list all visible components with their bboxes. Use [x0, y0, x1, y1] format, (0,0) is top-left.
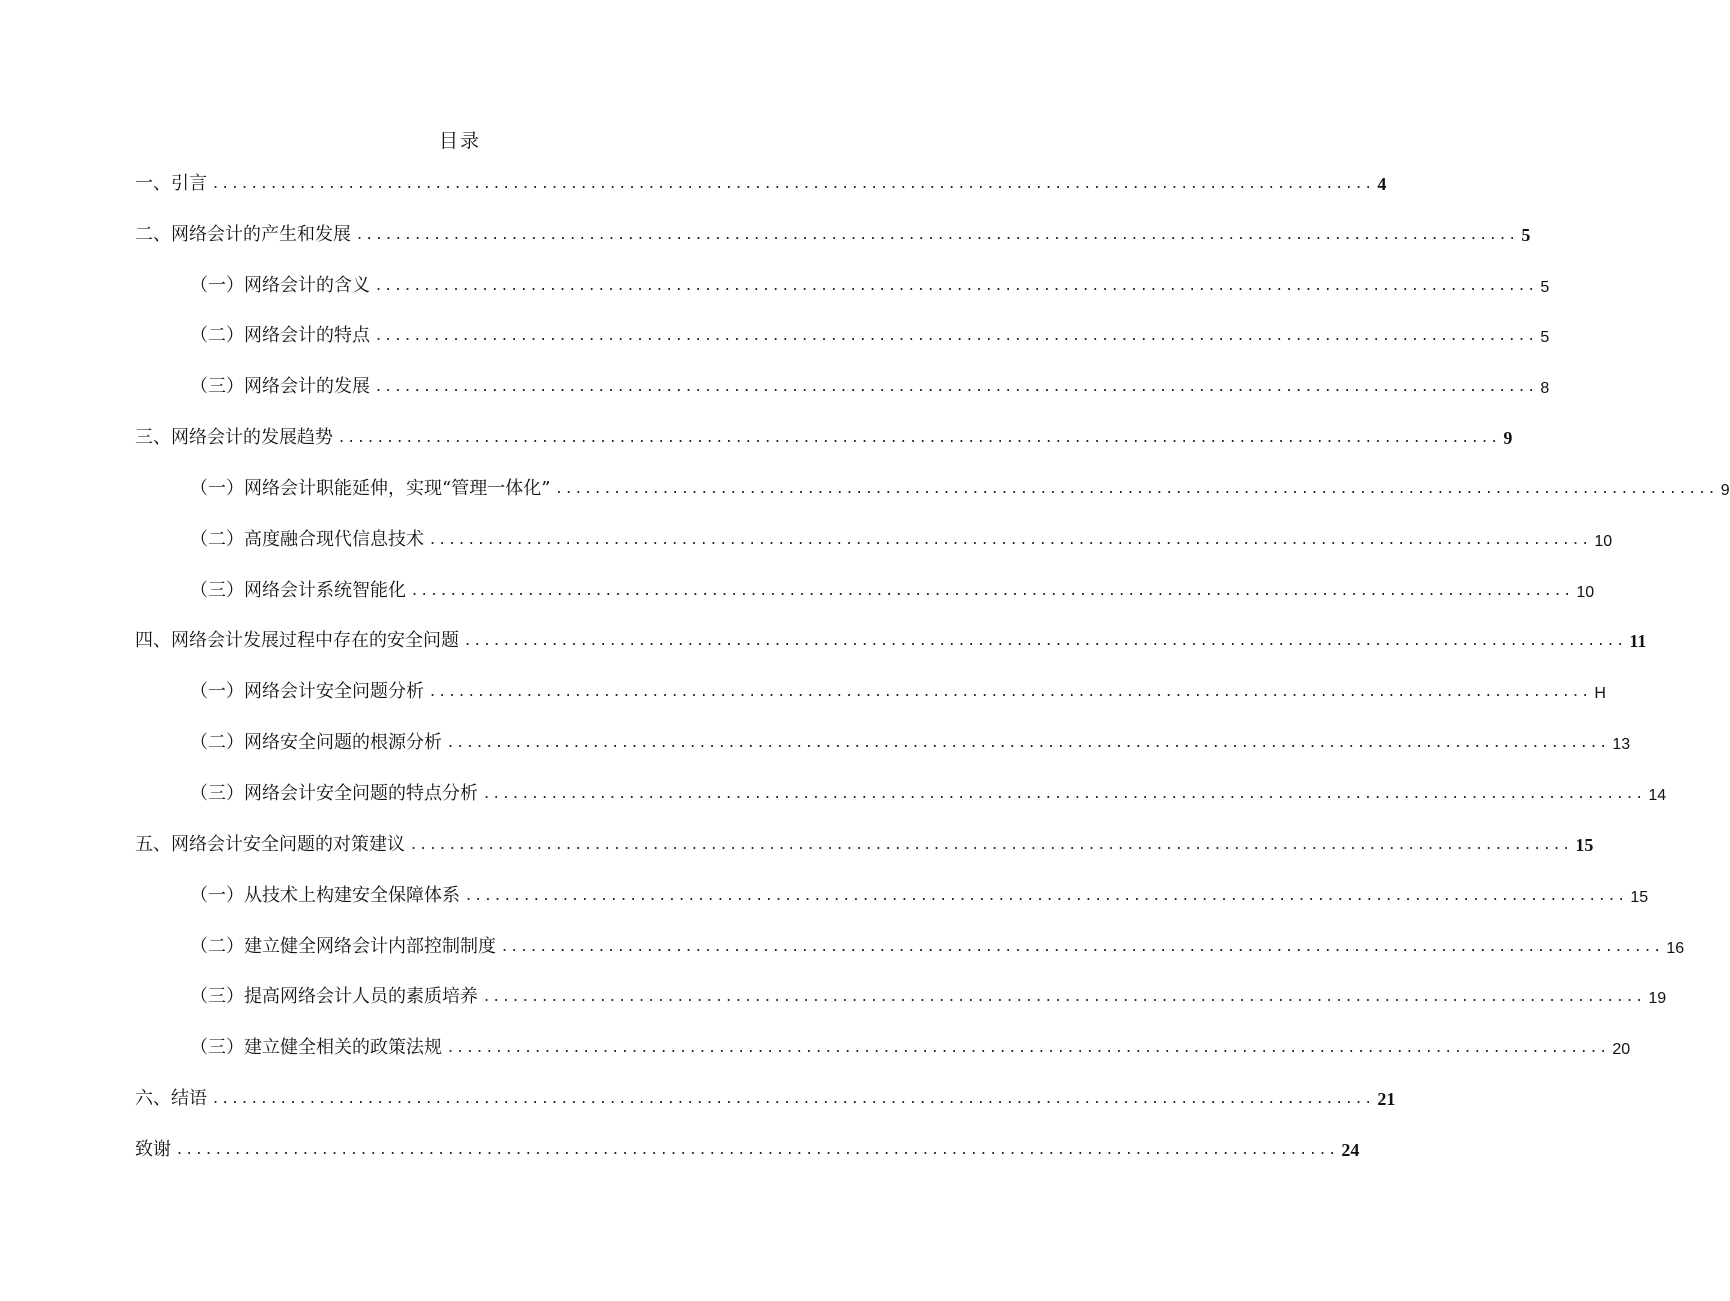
- toc-entry-page: 15: [1630, 889, 1649, 906]
- dot-leader: ........................................................................................................................: [430, 529, 1593, 548]
- toc-entry-page: 5: [1540, 329, 1550, 346]
- toc-entry-section-3-3[interactable]: [190, 576, 1595, 602]
- toc-entry-label: （三）建立健全相关的政策法规: [190, 1037, 442, 1058]
- toc-entry-section-2-3[interactable]: [190, 372, 1550, 398]
- toc-entry-section-5-2[interactable]: [190, 932, 1685, 958]
- dot-leader: ........................................................................................................................: [177, 1139, 1340, 1158]
- toc-entry-page: 20: [1612, 1041, 1631, 1058]
- toc-entry-section-2-2[interactable]: [190, 321, 1550, 347]
- toc-entry-label: 五、网络会计安全问题的对策建议: [135, 834, 405, 855]
- dot-leader: ........................................................................................................................: [376, 275, 1539, 294]
- toc-entry-page: 10: [1576, 584, 1595, 601]
- toc-entry-label: 六、结语: [135, 1088, 207, 1109]
- dot-leader: ........................................................................................................................: [213, 1088, 1376, 1107]
- toc-entry-label: （三）网络会计系统智能化: [190, 580, 406, 601]
- toc-entry-page: 9: [1503, 428, 1513, 448]
- dot-leader: ........................................................................................................................: [502, 936, 1665, 955]
- toc-entry-section-2[interactable]: [135, 220, 1531, 246]
- toc-entry-acknowledgements[interactable]: [135, 1135, 1360, 1161]
- dot-leader: ........................................................................................................................: [339, 427, 1502, 446]
- toc-entry-page: 8: [1540, 380, 1550, 397]
- toc-entry-page: 5: [1540, 279, 1550, 296]
- toc-entry-label: （二）建立健全网络会计内部控制制度: [190, 936, 496, 957]
- toc-entry-label: （二）高度融合现代信息技术: [190, 529, 424, 550]
- toc-entry-section-2-1[interactable]: [190, 271, 1550, 297]
- toc-entry-section-5-1[interactable]: [190, 881, 1649, 907]
- toc-entry-label: 三、网络会计的发展趋势: [135, 427, 333, 448]
- toc-entry-page: 13: [1612, 736, 1631, 753]
- toc-entry-label: （一）网络会计的含义: [190, 275, 370, 296]
- toc-entry-page: 15: [1575, 835, 1594, 855]
- toc-entry-conclusion[interactable]: [135, 1084, 1396, 1110]
- dot-leader: ........................................................................................................................: [466, 885, 1629, 904]
- toc-entry-page: 24: [1341, 1140, 1360, 1160]
- toc-entry-label: 致谢: [135, 1139, 171, 1160]
- dot-leader: ........................................................................................................................: [484, 986, 1647, 1005]
- toc-entry-section-4-1[interactable]: [190, 677, 1606, 703]
- dot-leader: ........................................................................................................................: [412, 580, 1575, 599]
- toc-entry-label: （三）提高网络会计人员的素质培养: [190, 986, 478, 1007]
- dot-leader: ........................................................................................................................: [357, 224, 1520, 243]
- dot-leader: ........................................................................................................................: [376, 325, 1539, 344]
- toc-entry-label: 一、引言: [135, 173, 207, 194]
- toc-entry-section-4-2[interactable]: [190, 728, 1631, 754]
- dot-leader: ........................................................................................................................: [448, 732, 1611, 751]
- toc-entry-section-5-4[interactable]: [190, 1033, 1631, 1059]
- toc-entry-page: 16: [1666, 940, 1685, 957]
- toc-entry-section-4[interactable]: [135, 626, 1647, 652]
- toc-entry-page: 11: [1629, 631, 1647, 651]
- toc-entry-page: 19: [1648, 990, 1667, 1007]
- dot-leader: ........................................................................................................................: [411, 834, 1574, 853]
- toc-entry-intro[interactable]: [135, 169, 1387, 195]
- toc-entry-section-5[interactable]: [135, 830, 1594, 856]
- toc-entry-label: 四、网络会计发展过程中存在的安全问题: [135, 630, 459, 651]
- toc-entry-page: H: [1594, 685, 1606, 702]
- dot-leader: ........................................................................................................................: [376, 376, 1539, 395]
- dot-leader: ........................................................................................................................: [213, 173, 1376, 192]
- toc-entry-label: （一）从技术上构建安全保障体系: [190, 885, 460, 906]
- toc-entry-label: （三）网络会计的发展: [190, 376, 370, 397]
- dot-leader: ........................................................................................................................: [484, 783, 1647, 802]
- toc-entry-section-5-3[interactable]: [190, 982, 1667, 1008]
- toc-entry-page: 21: [1377, 1089, 1396, 1109]
- toc-entry-label: （三）网络会计安全问题的特点分析: [190, 783, 478, 804]
- toc-entry-section-3[interactable]: [135, 423, 1513, 449]
- toc-entry-label: （二）网络安全问题的根源分析: [190, 732, 442, 753]
- toc-entry-page: 4: [1377, 174, 1387, 194]
- dot-leader: ........................................................................................................................: [556, 478, 1719, 497]
- dot-leader: ........................................................................................................................: [465, 630, 1628, 649]
- toc-entry-label: （二）网络会计的特点: [190, 325, 370, 346]
- toc-entry-page: 9: [1720, 482, 1730, 499]
- dot-leader: ........................................................................................................................: [430, 681, 1593, 700]
- toc-title: 目录: [438, 130, 481, 152]
- toc-entry-section-4-3[interactable]: [190, 779, 1667, 805]
- toc-entry-label: （一）网络会计安全问题分析: [190, 681, 424, 702]
- toc-entry-page: 14: [1648, 787, 1667, 804]
- toc-entry-section-3-1[interactable]: [190, 474, 1730, 500]
- toc-entry-label: （一）网络会计职能延伸，实现“管理一体化”: [190, 478, 551, 499]
- toc-entry-page: 5: [1521, 225, 1531, 245]
- dot-leader: ........................................................................................................................: [448, 1037, 1611, 1056]
- toc-entry-section-3-2[interactable]: [190, 525, 1613, 551]
- toc-entry-label: 二、网络会计的产生和发展: [135, 224, 351, 245]
- toc-entry-page: 10: [1594, 533, 1613, 550]
